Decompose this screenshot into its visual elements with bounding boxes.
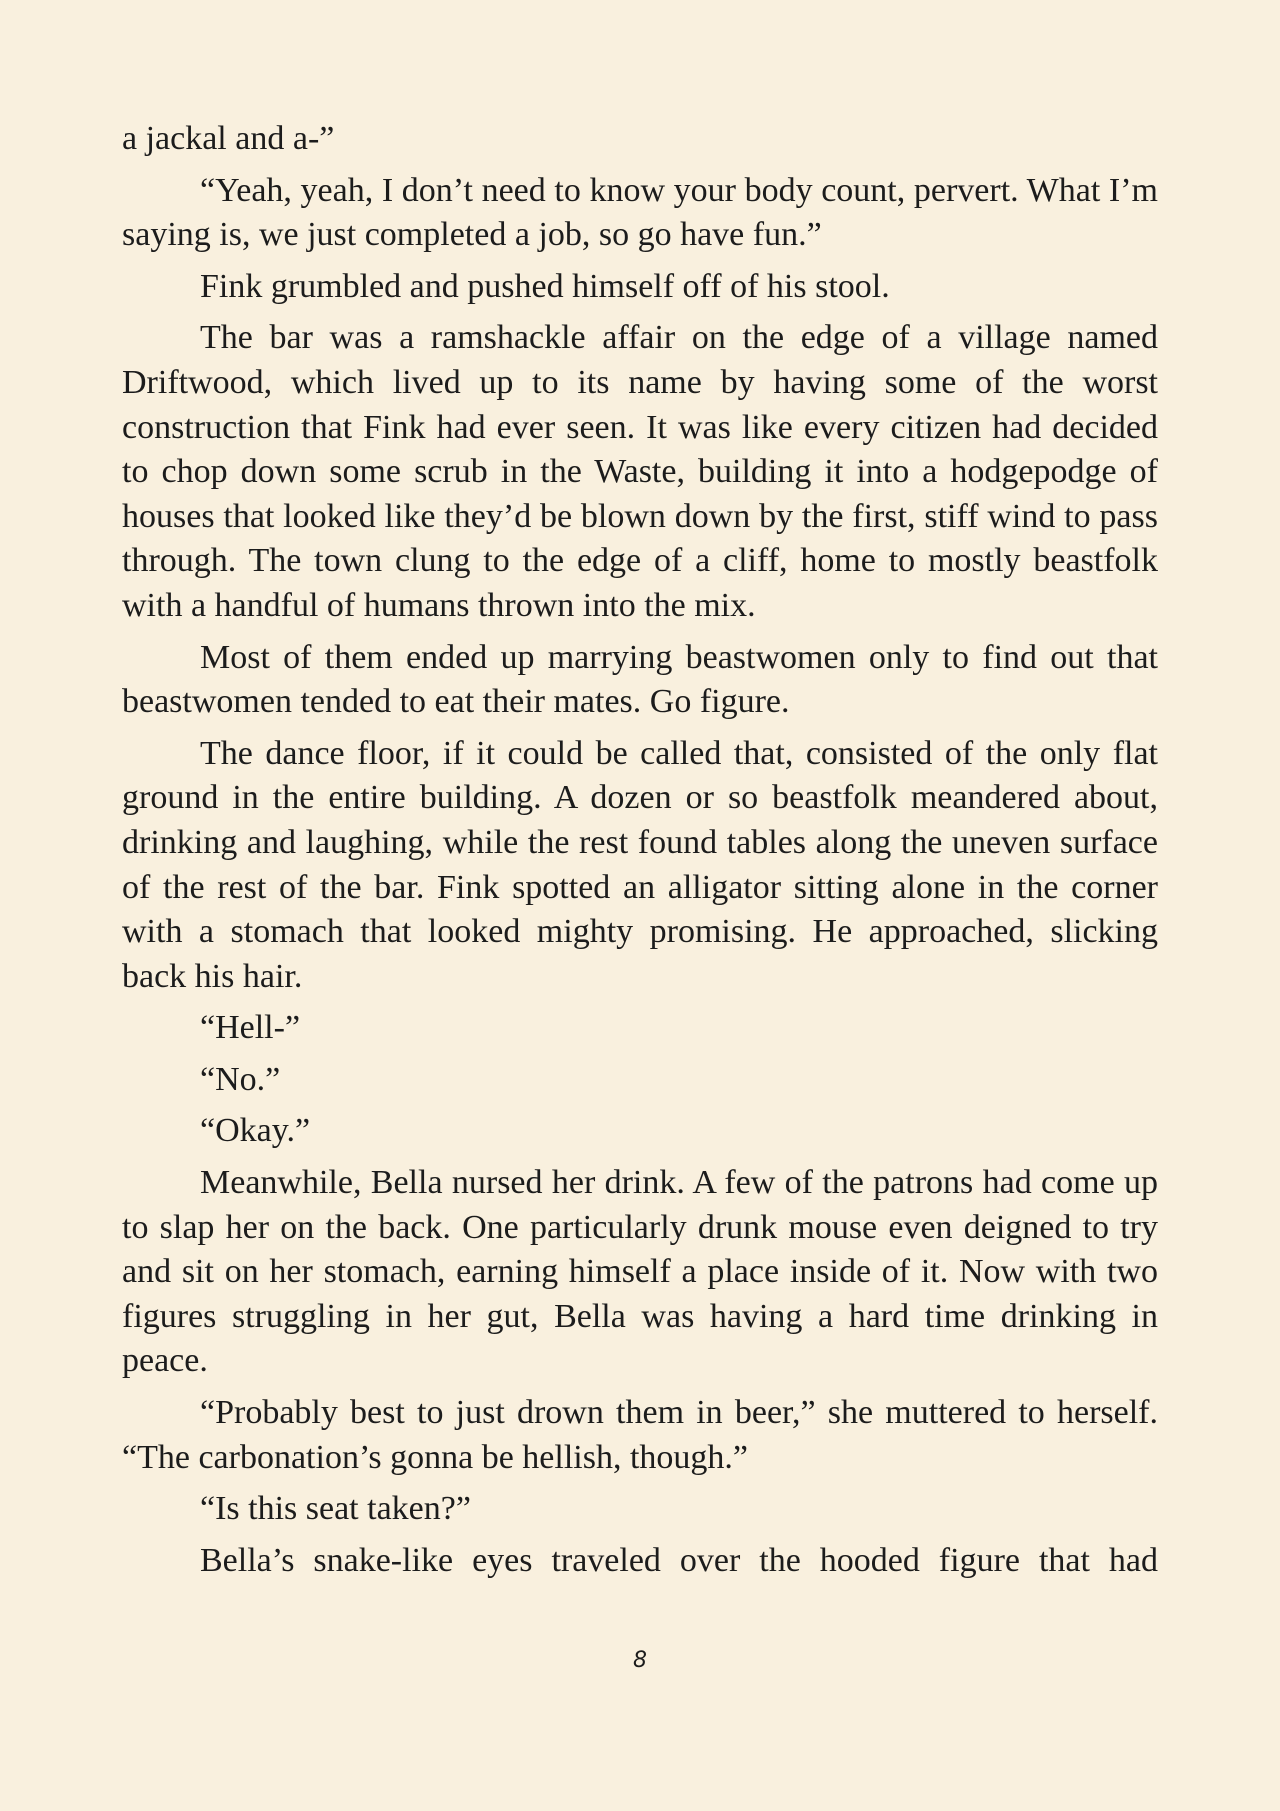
- paragraph: “Yeah, yeah, I don’t need to know your body count, pervert. What I’m saying is, we just completed a job, so go have fun.”: [122, 171, 1158, 254]
- paragraph: The dance floor, if it could be called that, consisted of the only flat ground in the entire building. A dozen or so beastfolk meandered about, drinking and laughing, while the rest found tables along the uneven surface of the rest of the bar. Fink spotted an alligator sitting alone in the corner with a stomach that looked mighty promising. He approached, slicking back his hair.: [122, 734, 1158, 995]
- paragraph: “Is this seat taken?”: [200, 1490, 471, 1528]
- paragraph: The bar was a ramshackle affair on the edge of a village named Driftwood, which lived up to its name by having some of the worst construction that Fink had ever seen. It was like every citizen had decided to chop down some scrub in the Waste, building it into a hodgepodge of houses that looked like they’d be blown down by the first, stiff wind to pass through. The town clung to the edge of a cliff, home to mostly beastfolk with a handful of humans thrown into the mix.: [122, 319, 1158, 624]
- paragraph: a jackal and a-”: [122, 120, 335, 157]
- paragraph: “Hell-”: [200, 1009, 301, 1047]
- paragraph: Meanwhile, Bella nursed her drink. A few of the patrons had come up to slap her on the back. One particularly drunk mouse even deigned to try and sit on her stomach, earning himself a place inside of it. Now with two figures struggling in her gut, Bella was having a hard time drinking in peace.: [122, 1164, 1158, 1380]
- paragraph-continued: Bella’s snake-like eyes traveled over the hooded figure that had: [200, 1541, 1158, 1579]
- paragraph: Most of them ended up marrying beastwomen only to find out that beastwomen tended to eat their mates. Go figure.: [122, 638, 1158, 721]
- body-text: [122, 117, 1158, 1590]
- paragraph: “Okay.”: [200, 1112, 311, 1150]
- paragraph: Fink grumbled and pushed himself off of his stool.: [200, 267, 890, 305]
- paragraph: “Probably best to just drown them in beer,” she muttered to herself. “The carbonation’s gonna be hellish, though.”: [122, 1394, 1158, 1476]
- paragraph: “No.”: [200, 1060, 281, 1098]
- page-number: 8: [633, 1648, 647, 1673]
